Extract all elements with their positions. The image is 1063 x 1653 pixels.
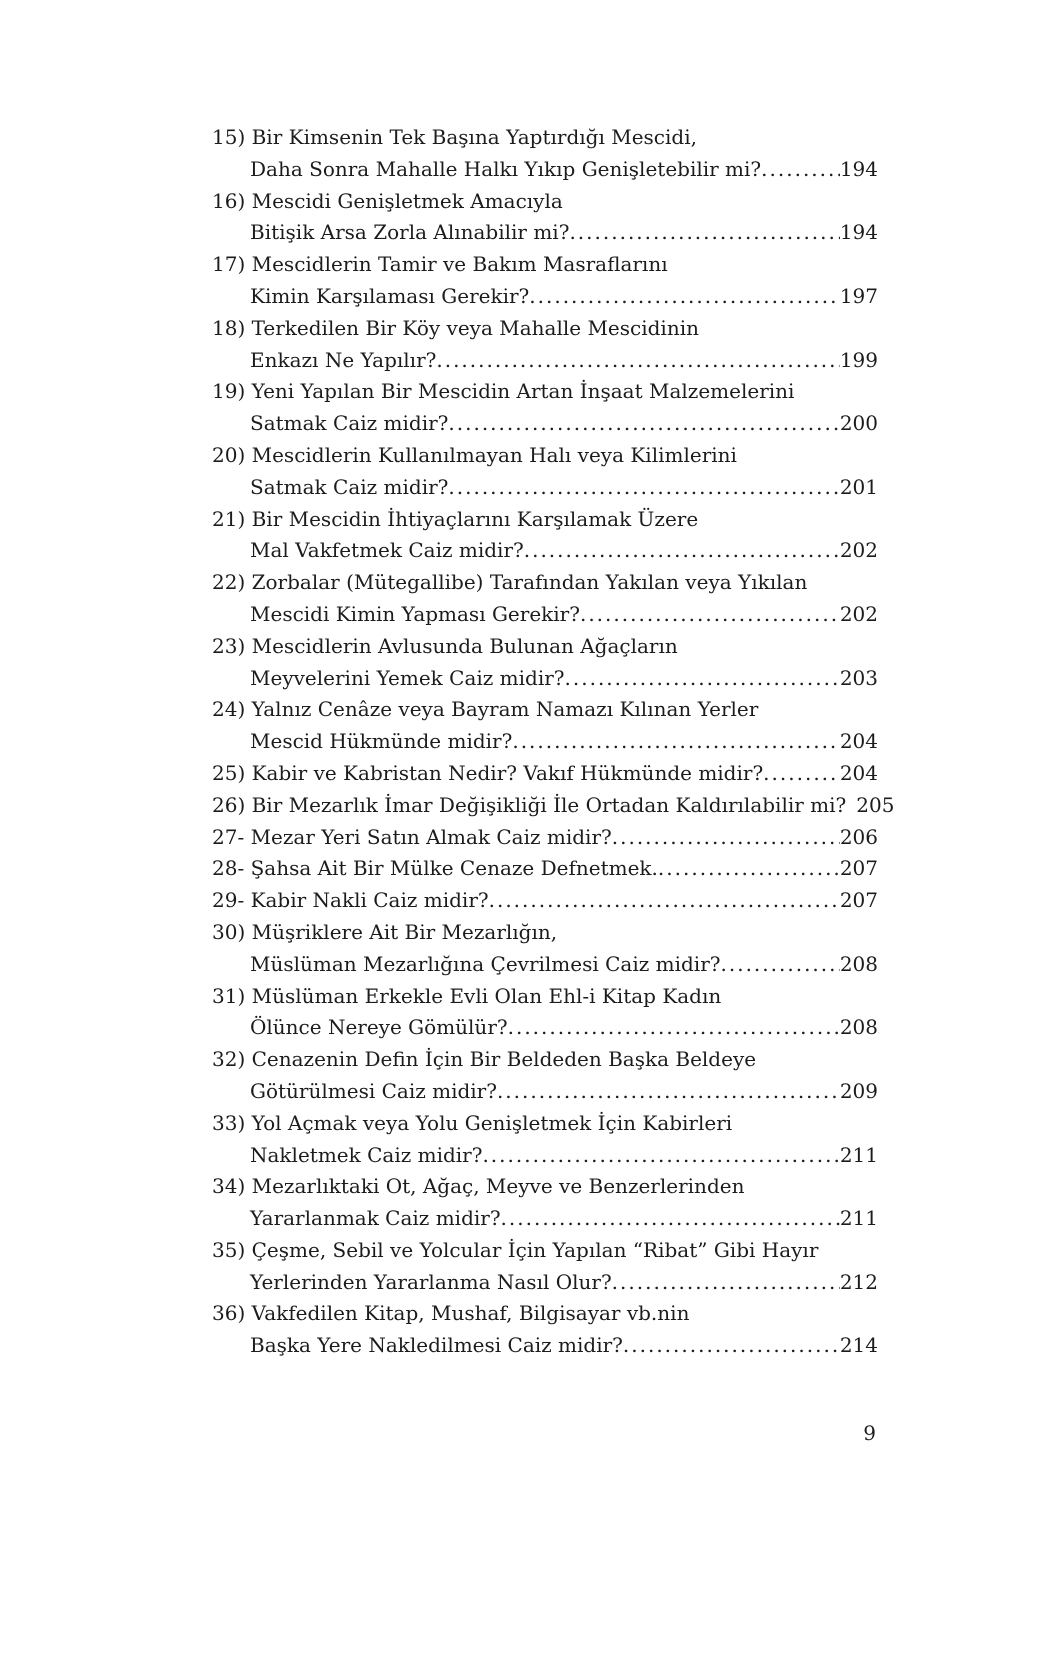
dotted-leader — [524, 535, 840, 567]
toc-entry — [212, 1171, 878, 1235]
dotted-leader — [721, 949, 840, 981]
toc-entry-text: Nakletmek Caiz midir? — [250, 1142, 483, 1167]
toc-page-ref: 199 — [839, 347, 878, 372]
toc-line — [212, 726, 878, 758]
toc-entry — [212, 790, 895, 822]
dotted-leader — [497, 1076, 840, 1108]
toc-page-ref: 207 — [839, 856, 878, 881]
toc-line — [212, 154, 878, 186]
dotted-leader — [658, 853, 840, 885]
dotted-leader — [763, 758, 840, 790]
toc-entry-text: Mescidi Kimin Yapması Gerekir? — [250, 601, 580, 626]
toc-entry-text: 24) Yalnız Cenâze veya Bayram Namazı Kılınan Yerler — [212, 697, 759, 722]
toc-line — [212, 122, 878, 154]
toc-entry — [212, 917, 878, 981]
toc-entry — [212, 758, 878, 790]
toc-entry — [212, 313, 878, 377]
toc-page-ref: 203 — [839, 665, 878, 690]
toc-entry-text: Başka Yere Nakledilmesi Caiz midir? — [250, 1333, 623, 1358]
toc-page-ref: 208 — [839, 951, 878, 976]
toc-entry-text: 15) Bir Kimsenin Tek Başına Yaptırdığı Mescidi, — [212, 125, 697, 149]
dotted-leader — [612, 822, 840, 854]
toc-page-ref: 208 — [839, 1015, 878, 1040]
toc-entry — [212, 694, 878, 758]
toc-line — [212, 281, 878, 313]
toc-page-ref: 202 — [839, 601, 878, 626]
toc-entry-text: 36) Vakfedilen Kitap, Mushaf, Bilgisayar vb.nin — [212, 1301, 690, 1326]
toc-entry-text: Yararlanmak Caiz midir? — [250, 1206, 501, 1231]
toc-page-ref: 197 — [839, 283, 878, 308]
toc-entry — [212, 822, 878, 854]
toc-page-ref: 206 — [839, 824, 878, 849]
toc-entry-text: Müslüman Mezarlığına Çevrilmesi Caiz midir? — [250, 951, 721, 976]
toc-line — [212, 1267, 878, 1299]
toc-page-ref: 204 — [839, 760, 878, 785]
toc-line — [212, 1076, 878, 1108]
toc-line — [212, 885, 878, 917]
dotted-leader — [448, 408, 839, 440]
toc-line — [212, 1298, 878, 1330]
toc-line — [212, 949, 878, 981]
toc-entry-text: 25) Kabir ve Kabristan Nedir? Vakıf Hükmünde midir? — [212, 760, 764, 785]
toc-page-ref: 214 — [839, 1333, 878, 1358]
toc-line — [212, 535, 878, 567]
toc-line — [212, 1330, 878, 1362]
toc-line — [212, 917, 878, 949]
toc-entry-text: Meyvelerini Yemek Caiz midir? — [250, 665, 565, 690]
dotted-leader — [612, 1267, 840, 1299]
toc-entry-text: 16) Mescidi Genişletmek Amacıyla — [212, 188, 563, 213]
toc-line — [212, 1012, 878, 1044]
toc-entry — [212, 981, 878, 1045]
toc-entry-text: Mescid Hükmünde midir? — [250, 729, 513, 754]
toc-line — [212, 186, 878, 218]
dotted-leader — [482, 1140, 839, 1172]
dotted-leader — [508, 1012, 840, 1044]
toc-line — [212, 376, 878, 408]
toc-entry-text: 33) Yol Açmak veya Yolu Genişletmek İçin Kabirleri — [212, 1110, 733, 1135]
toc-line — [212, 1108, 878, 1140]
toc-page-ref: 205 — [856, 792, 895, 817]
toc-entry-text: 18) Terkedilen Bir Köy veya Mahalle Mescidinin — [212, 315, 699, 340]
toc-line — [212, 1044, 878, 1076]
toc-line — [212, 853, 878, 885]
toc-entry-text: 20) Mescidlerin Kullanılmayan Halı veya Kilimlerini — [212, 442, 737, 467]
toc-page-ref: 211 — [839, 1142, 878, 1167]
dotted-leader — [436, 345, 839, 377]
dotted-leader — [489, 885, 840, 917]
toc-entry-text: Bitişik Arsa Zorla Alınabilir mi? — [250, 220, 570, 245]
toc-entry-text: 19) Yeni Yapılan Bir Mescidin Artan İnşaat Malzemelerini — [212, 379, 795, 404]
toc-entry — [212, 186, 878, 250]
toc-entry-text: 28- Şahsa Ait Bir Mülke Cenaze Defnetmek. — [212, 856, 658, 881]
toc-page-ref: 200 — [839, 411, 878, 436]
toc-line — [212, 758, 878, 790]
toc-entry-text: 17) Mescidlerin Tamir ve Bakım Masraflarını — [212, 252, 668, 277]
toc-line — [212, 599, 878, 631]
toc-line — [212, 790, 895, 822]
toc-entry — [212, 249, 878, 313]
toc-entry-text: Enkazı Ne Yapılır? — [250, 347, 437, 372]
toc-entry-text: 34) Mezarlıktaki Ot, Ağaç, Meyve ve Benzerlerinden — [212, 1174, 745, 1199]
toc-line — [212, 345, 878, 377]
toc-page-ref: 207 — [839, 888, 878, 913]
toc-line — [212, 440, 878, 472]
toc-entry-text: Kimin Karşılaması Gerekir? — [250, 283, 530, 308]
toc-line — [212, 472, 878, 504]
toc-entry — [212, 1044, 878, 1108]
dotted-leader — [580, 599, 840, 631]
toc-line — [212, 631, 878, 663]
toc-entry-text: Satmak Caiz midir? — [250, 411, 449, 436]
toc-list — [212, 122, 895, 1362]
dotted-leader — [501, 1203, 840, 1235]
dotted-leader — [529, 281, 840, 313]
toc-entry-text: 31) Müslüman Erkekle Evli Olan Ehl-i Kitap Kadın — [212, 983, 722, 1008]
toc-entry-text: 22) Zorbalar (Mütegallibe) Tarafından Yakılan veya Yıkılan — [212, 570, 808, 595]
toc-entry-text: Ölünce Nereye Gömülür? — [250, 1015, 508, 1040]
dotted-leader — [448, 472, 839, 504]
toc-line — [212, 981, 878, 1013]
toc-entry-text: Mal Vakfetmek Caiz midir? — [250, 538, 524, 563]
toc-entry-text: 26) Bir Mezarlık İmar Değişikliği İle Ortadan Kaldırılabilir mi? — [212, 792, 847, 817]
toc-entry — [212, 122, 878, 186]
toc-entry — [212, 440, 878, 504]
toc-line — [212, 217, 878, 249]
toc-entry-text: 30) Müşriklere Ait Bir Mezarlığın, — [212, 919, 558, 944]
toc-page-ref: 212 — [839, 1269, 878, 1294]
dotted-leader — [623, 1330, 840, 1362]
toc-page-ref: 209 — [839, 1078, 878, 1103]
toc-entry — [212, 1108, 878, 1172]
toc-entry-text: Daha Sonra Mahalle Halkı Yıkıp Genişletebilir mi? — [250, 156, 762, 181]
toc-entry — [212, 631, 878, 695]
toc-line — [212, 1171, 878, 1203]
toc-entry-text: Satmak Caiz midir? — [250, 474, 449, 499]
toc-entry — [212, 504, 878, 568]
toc-entry — [212, 885, 878, 917]
toc-line — [212, 1203, 878, 1235]
toc-entry-text: 29- Kabir Nakli Caiz midir? — [212, 888, 489, 913]
toc-entry-text: Yerlerinden Yararlanma Nasıl Olur? — [250, 1269, 612, 1294]
toc-page-ref: 201 — [839, 474, 878, 499]
toc-entry — [212, 1235, 878, 1299]
toc-line — [212, 694, 878, 726]
toc-line — [212, 1140, 878, 1172]
toc-entry — [212, 853, 878, 885]
toc-entry-text: 27- Mezar Yeri Satın Almak Caiz midir? — [212, 824, 612, 849]
toc-line — [212, 1235, 878, 1267]
toc-entry-text: 35) Çeşme, Sebil ve Yolcular İçin Yapılan “Ribat” Gibi Hayır — [212, 1237, 819, 1262]
toc-entry-text: 21) Bir Mescidin İhtiyaçlarını Karşılamak Üzere — [212, 506, 699, 531]
toc-line — [212, 249, 878, 281]
toc-line — [212, 313, 878, 345]
toc-line — [212, 408, 878, 440]
dotted-leader — [761, 154, 840, 186]
toc-entry — [212, 1298, 878, 1362]
toc-line — [212, 822, 878, 854]
dotted-leader — [512, 726, 839, 758]
toc-page-ref: 202 — [839, 538, 878, 563]
toc-page-ref: 194 — [839, 156, 878, 181]
toc-entry — [212, 376, 878, 440]
toc-line — [212, 663, 878, 695]
page-number: 9 — [863, 1421, 876, 1445]
toc-line — [212, 567, 878, 599]
toc-page-ref: 194 — [839, 220, 878, 245]
toc-page-ref: 211 — [839, 1206, 878, 1231]
toc-entry-text: 23) Mescidlerin Avlusunda Bulunan Ağaçların — [212, 633, 678, 658]
dotted-leader — [565, 663, 840, 695]
toc-line — [212, 504, 878, 536]
toc-page-ref: 204 — [839, 729, 878, 754]
toc-entry — [212, 567, 878, 631]
dotted-leader — [569, 217, 839, 249]
toc-entry-text: 32) Cenazenin Defin İçin Bir Beldeden Başka Beldeye — [212, 1047, 757, 1072]
toc-entry-text: Götürülmesi Caiz midir? — [250, 1078, 497, 1103]
